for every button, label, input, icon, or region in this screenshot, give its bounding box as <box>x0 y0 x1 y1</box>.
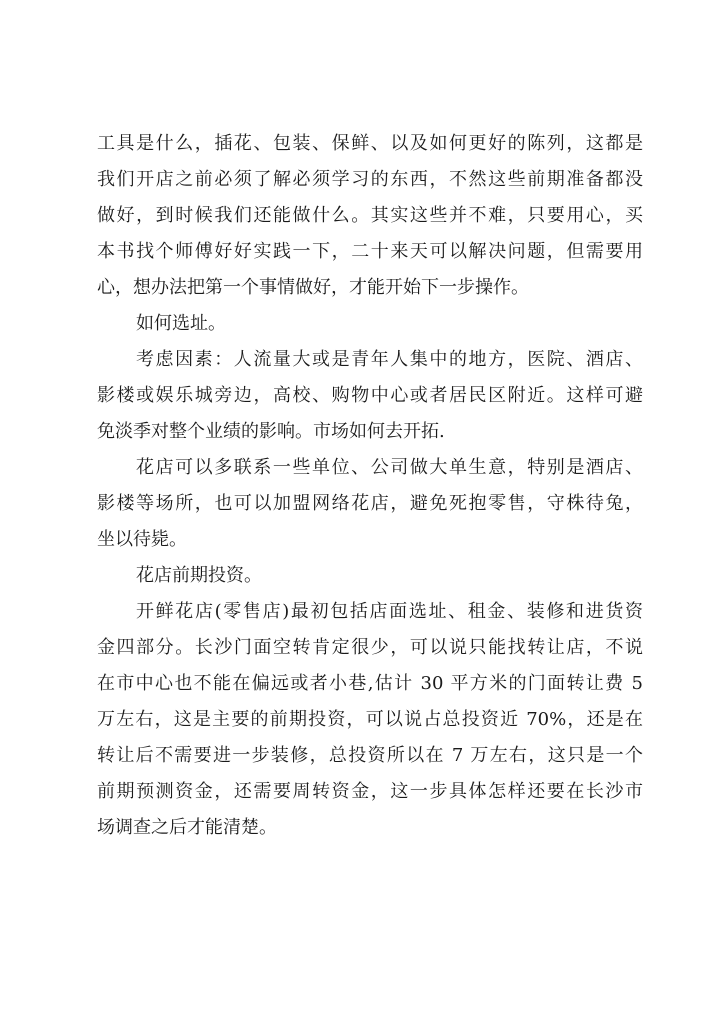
document-body <box>97 126 643 846</box>
text-line: 工具是什么，插花、包装、保鲜、以及如何更好的陈列，这都是 <box>97 133 643 154</box>
section-heading: 花店前期投资。 <box>136 565 262 586</box>
text-line: 花店可以多联系一些单位、公司做大单生意，特别是酒店、 <box>136 457 643 478</box>
text-line: 免淡季对整个业绩的影响。市场如何去开拓. <box>97 421 445 442</box>
section-heading: 如何选址。 <box>136 313 226 334</box>
text-line: 影楼等场所，也可以加盟网络花店，避免死抱零售，守株待兔， <box>97 493 643 514</box>
text-line: 转让后不需要进一步装修，总投资所以在 7 万左右，这只是一个 <box>97 745 643 766</box>
text-line: 心，想办法把第一个事情做好，才能开始下一步操作。 <box>97 277 529 298</box>
text-line: 坐以待毙。 <box>97 529 187 550</box>
text-line: 我们开店之前必须了解必须学习的东西，不然这些前期准备都没 <box>97 169 643 190</box>
text-line: 前期预测资金，还需要周转资金，这一步具体怎样还要在长沙市 <box>97 781 643 802</box>
text-line: 场调查之后才能清楚。 <box>97 817 277 838</box>
text-line: 本书找个师傅好好实践一下，二十来天可以解决问题，但需要用 <box>97 241 643 262</box>
text-line: 在市中心也不能在偏远或者小巷,估计 30 平方米的门面转让费 5 <box>97 673 643 694</box>
text-line: 做好，到时候我们还能做什么。其实这些并不难，只要用心，买 <box>97 205 643 226</box>
text-line: 开鲜花店(零售店)最初包括店面选址、租金、装修和进货资 <box>136 601 643 622</box>
text-line: 考虑因素：人流量大或是青年人集中的地方，医院、酒店、 <box>136 349 643 370</box>
text-line: 金四部分。长沙门面空转肯定很少，可以说只能找转让店，不说 <box>97 637 643 658</box>
text-line: 影楼或娱乐城旁边，高校、购物中心或者居民区附近。这样可避 <box>97 385 643 406</box>
text-line: 万左右，这是主要的前期投资，可以说占总投资近 70%，还是在 <box>97 709 643 730</box>
